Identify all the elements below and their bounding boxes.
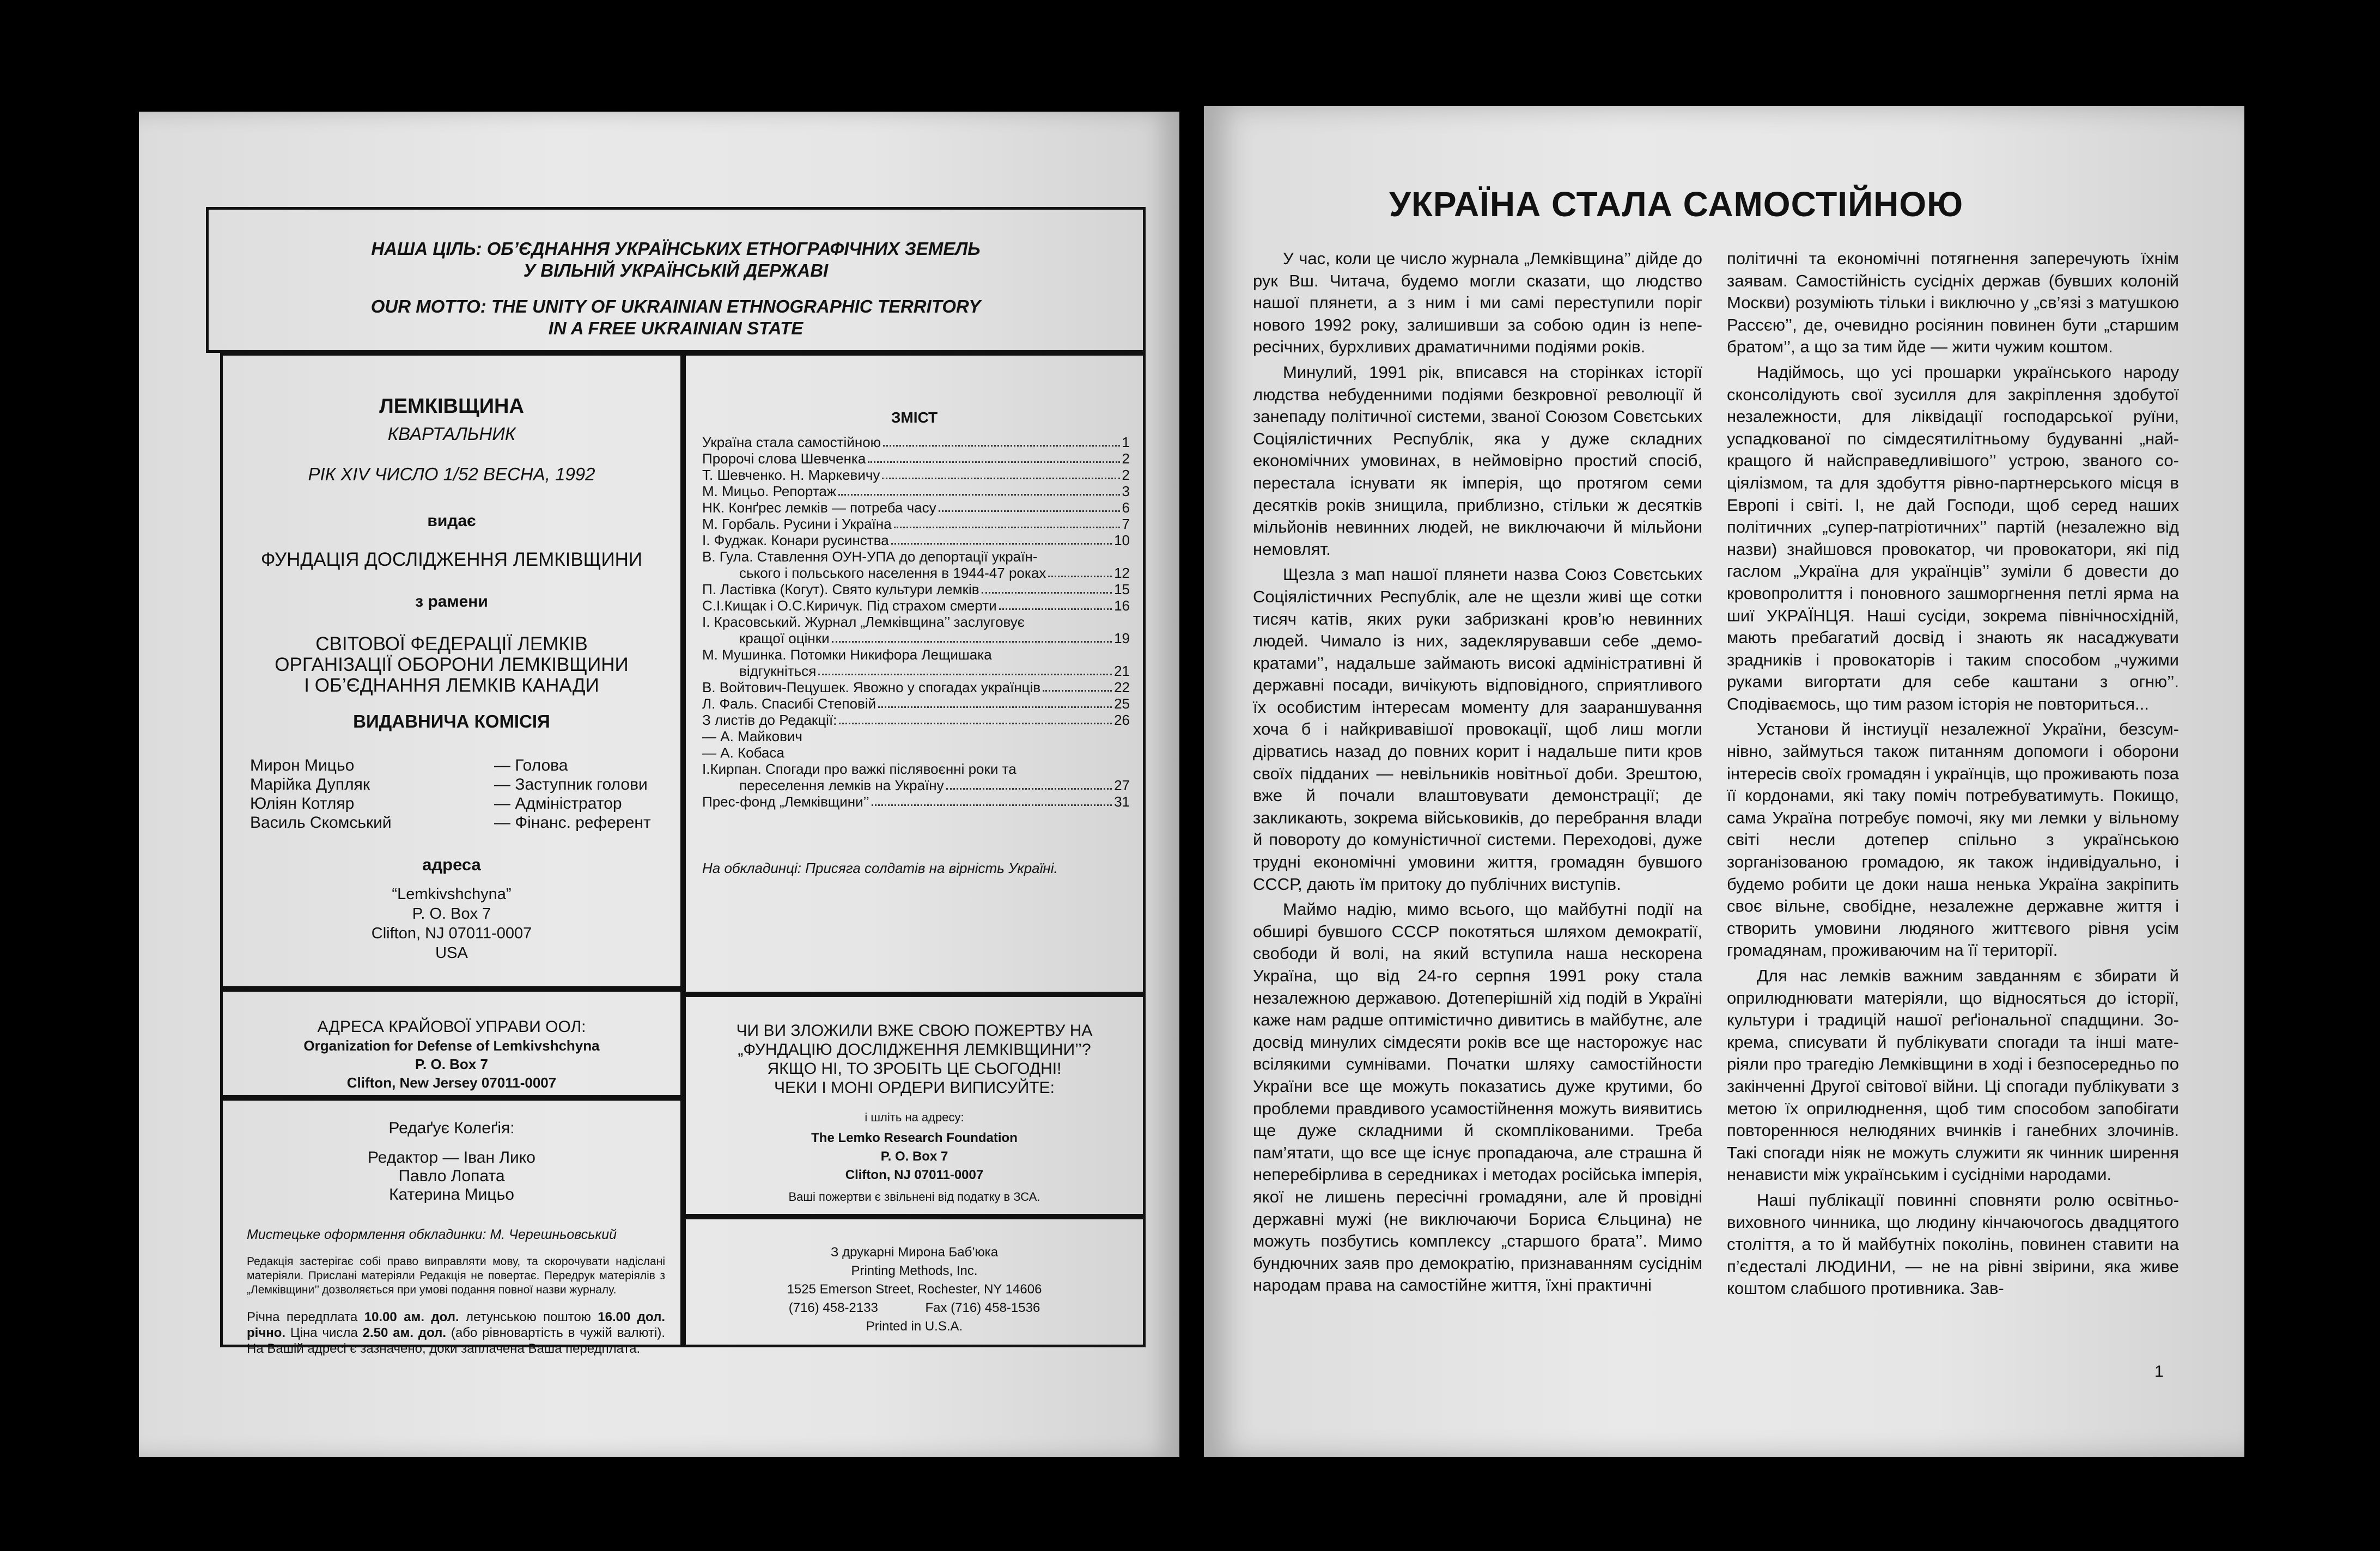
toc-entry-title: ського і польського населення в 1944-47 роках	[739, 565, 1046, 581]
toc-leader-dots	[939, 510, 1120, 512]
toc-entry	[702, 646, 1130, 679]
toc-page-number: 27	[1114, 777, 1130, 793]
ool-address-box	[220, 989, 683, 1098]
toc-entry	[702, 614, 1130, 646]
toc-page-number: 3	[1122, 483, 1130, 499]
organizations-list	[223, 634, 680, 696]
toc-leader-dots	[818, 674, 1112, 675]
toc-page-number: 12	[1114, 565, 1130, 581]
printer-fax: Fax (716) 458-1536	[925, 1300, 1040, 1315]
table-of-contents	[683, 353, 1146, 994]
member-name: Василь Скомський	[250, 814, 392, 832]
toc-leader-dots	[1048, 576, 1112, 577]
toc-page-number: 22	[1114, 679, 1130, 695]
toc-leader-dots	[838, 494, 1119, 496]
toc-page-number: 15	[1114, 581, 1130, 597]
member-names	[250, 756, 494, 832]
address-line: Clifton, NJ 07011-0007	[371, 925, 532, 942]
appeal-line: ЯКЩО НІ, ТО ЗРОБІТЬ ЦЕ СЬОГОДНІ!	[767, 1060, 1062, 1078]
price-fragment: летунською поштою	[459, 1310, 598, 1324]
toc-leader-dots	[882, 478, 1119, 479]
toc-leader-dots	[891, 543, 1112, 545]
toc-entry-title: НК. Конґрес лемків — потреба часу	[702, 499, 936, 516]
toc-entry	[702, 450, 1130, 467]
publisher-name: ФУНДАЦІЯ ДОСЛІДЖЕННЯ ЛЕМКІВЩИНИ	[260, 549, 643, 570]
toc-page-number: 21	[1114, 663, 1130, 679]
motto-en-line: IN A FREE UKRAINIAN STATE	[548, 318, 804, 338]
toc-page-number: 25	[1114, 695, 1130, 712]
toc-entry	[702, 761, 1130, 793]
toc-leader-dots	[982, 592, 1112, 594]
toc-entry-title: М. Мушинка. Потомки Никифора Лещишака	[702, 646, 992, 663]
ool-title: АДРЕСА КРАЙОВОЇ УПРАВИ ООЛ:	[317, 1018, 586, 1036]
motto-en-line: OUR MOTTO: THE UNITY OF UKRAINIAN ETHNOGRAPHIC TERRITORY	[370, 296, 981, 316]
toc-entry-title: переселення лемків на Україну	[739, 777, 944, 793]
toc-leader-dots	[1043, 690, 1112, 692]
ool-line: Clifton, New Jersey 07011-0007	[346, 1074, 557, 1091]
price-fragment: (або рівновартість в чужій валюті). На Вашій адресі є зазначено, доки заплачена Ваша передплата.	[247, 1326, 665, 1356]
cover-art-credit: Мистецьке оформлення обкладинки: М. Черешньовський	[247, 1227, 617, 1242]
price-fragment: 16.00 дол. річно.	[247, 1310, 665, 1340]
toc-page-number: 19	[1114, 630, 1130, 646]
cover-note: На обкладинці: Присяга солдатів на вірність Україні.	[702, 860, 1058, 876]
toc-entry-title: — А. Майкович	[702, 728, 802, 744]
toc-page-number: 1	[1122, 434, 1130, 450]
article-column-1	[1253, 248, 1702, 1300]
ool-line: Organization for Defense of Lemkivshchyna	[303, 1037, 600, 1054]
article-title: УКРАЇНА СТАЛА САМОСТІЙНОЮ	[1389, 185, 1964, 224]
toc-leader-dots	[883, 445, 1119, 447]
toc-title: ЗМІСТ	[891, 409, 938, 426]
editorial-box	[220, 1098, 683, 1356]
editorial-note: Редакція застерігає собі право виправляти мову, та скорочувати надіслані матеріяли. Прислані матеріяли Редакція не повертає. Передрук матеріялів з „Лемківщини’’ дозволяється при умові подання повної назви журналу.	[247, 1255, 665, 1296]
printed-in: Printed in U.S.A.	[866, 1319, 963, 1334]
article-paragraph: Установи й інстиуції незалежної України, безсумнівно, займуться також питанням допомоги і оборони інтересів своїх громадян і українців, що проживають поза її кордонами, які таку поміч потребуватимуть. Покищо, сама Україна потребує помочі, яку ми лемки у вільному світі несли дотепер спільно з українською зорганізованою громадою, як також індивідуально, і будемо робити це доки наша ненька Україна закріпить своє вільне, свобідне, незалежне державне життя і створить умовини людяного життєвого рівня усім громадянам, проживаючим на її території.	[1727, 719, 2179, 960]
member-role: — Заступник голови	[494, 776, 648, 793]
member-roles	[494, 756, 651, 832]
toc-entry-title: З листів до Редакції:	[702, 712, 837, 728]
editor-name: Павло Лопата	[398, 1167, 505, 1185]
member-role: — Голова	[494, 756, 568, 774]
toc-entry-title: кращої оцінки	[739, 630, 830, 646]
motto-ua-line: НАША ЦІЛЬ: ОБ’ЄДНАННЯ УКРАЇНСЬКИХ ЕТНОГРАФІЧНИХ ЗЕМЕЛЬ	[371, 239, 981, 259]
article-column-2	[1727, 248, 2179, 1303]
printer-line: З друкарні Мирона Баб’юка	[830, 1245, 999, 1260]
toc-list	[702, 434, 1130, 810]
magazine-subtitle: КВАРТАЛЬНИК	[387, 424, 516, 444]
address-title: адреса	[422, 855, 481, 874]
toc-entry	[702, 483, 1130, 499]
address-line: P. O. Box 7	[880, 1149, 948, 1164]
toc-entry-title: Т. Шевченко. Н. Маркевичу	[702, 467, 880, 483]
toc-page-number: 16	[1114, 597, 1130, 614]
on-behalf-label: з рамени	[415, 593, 488, 610]
printer-line: Printing Methods, Inc.	[851, 1263, 978, 1278]
printer-line: 1525 Emerson Street, Rochester, NY 14606	[787, 1282, 1042, 1297]
toc-entry-title: І.Кирпан. Спогади про важкі післявоєнні роки та	[702, 761, 1016, 777]
subscription-price	[247, 1309, 665, 1357]
price-fragment: Ціна числа	[285, 1326, 363, 1340]
issue-info: РІК XIV ЧИСЛО 1/52 ВЕСНА, 1992	[308, 464, 595, 484]
toc-page-number: 26	[1114, 712, 1130, 728]
toc-entry-title: І. Красовський. Журнал „Лемківщина’’ заслуговує	[702, 614, 1025, 630]
appeal-line: ЧИ ВИ ЗЛОЖИЛИ ВЖЕ СВОЮ ПОЖЕРТВУ НА	[736, 1022, 1093, 1040]
toc-entry-title: С.І.Кищак і О.С.Киричук. Під страхом смерти	[702, 597, 997, 614]
toc-leader-dots	[878, 706, 1112, 708]
toc-entry-title: Україна стала самостійною	[702, 434, 881, 450]
member-name: Мирон Мицьо	[250, 756, 355, 774]
toc-entry	[702, 548, 1130, 581]
donation-appeal	[686, 1021, 1143, 1097]
motto-ua-line: У ВІЛЬНІЙ УКРАЇНСЬКІЙ ДЕРЖАВІ	[523, 260, 829, 280]
toc-page-number: 2	[1122, 467, 1130, 483]
toc-entry	[702, 532, 1130, 548]
member-role: — Адміністратор	[494, 795, 622, 813]
masthead-box	[220, 353, 683, 989]
toc-entry-title: — А. Кобаса	[702, 744, 784, 761]
editor-name: Редактор — Іван Лико	[368, 1149, 535, 1167]
toc-entry-title: В. Войтович-Пецушек. Явожно у спогадах українців	[702, 679, 1041, 695]
article-paragraph: Для нас лемків важним завданням є збирати й оприлюднювати матеріяли, що відносяться до історії, культури і традицій нашої реґіональної спадщини. Зокрема, списувати й публікувати спогади та інші матеріяли про трагедію Лемківщини в ході і безпосередньо по закінченні Другої світової війни. Ці спогади публікувати з метою їх оприлюднення, щоб тим способом запобігати повтореннюся нелюдяних вчинків і ганебних злочинів. Такі спогади ніяк не можуть служити як чинник ширення ненависти між українським і сусідніми народами.	[1727, 966, 2179, 1184]
address-line: The Lemko Research Foundation	[811, 1131, 1018, 1145]
motto-english	[209, 296, 1143, 339]
organization: ОРГАНІЗАЦІЇ ОБОРОНИ ЛЕМКІВЩИНИ	[275, 654, 629, 675]
price-fragment: Річна передплата	[247, 1310, 364, 1324]
member-role: — Фінанс. референт	[494, 814, 651, 832]
publishes-label: видає	[427, 512, 476, 530]
toc-entry-title: М. Горбаль. Русини і Україна	[702, 516, 892, 532]
toc-entry-title: І. Фуджак. Конари русинства	[702, 532, 889, 548]
toc-entry-title: Прес-фонд „Лемківщини’’	[702, 793, 869, 810]
page-number: 1	[2154, 1363, 2164, 1381]
toc-leader-dots	[832, 641, 1112, 643]
address-line: “Lemkivshchyna”	[392, 886, 512, 903]
editor-name: Катерина Мицьо	[389, 1186, 514, 1204]
magazine-title: ЛЕМКІВЩИНА	[379, 395, 524, 418]
toc-entry-title: відгукніться	[739, 663, 817, 679]
toc-entry	[702, 712, 1130, 728]
ool-line: P. O. Box 7	[415, 1056, 488, 1072]
organization: СВІТОВОЇ ФЕДЕРАЦІЇ ЛЕМКІВ	[315, 633, 588, 655]
toc-leader-dots	[868, 461, 1119, 463]
toc-entry	[702, 499, 1130, 516]
toc-page-number: 31	[1114, 793, 1130, 810]
motto-box	[206, 207, 1146, 353]
article-paragraph: Щезла з мап нашої плянети назва Союз Совєтських Соціялістичних Республік, але не щезли живі ще сотки тисяч катів, яких руки забризкані кров’ю невинних людей. Чимало із них, задеклярувавши себе „демократами’’, надальше займають високі адміністративні й державні посади, вичікують відповідного, сприятливого їх особистим інтересам моменту для заараншування хоча б і найкривавішої провокації, щоб лиш могли дірватись назад до повних корит і надальше пити кров своїх підданих — невільників новітньої доби. Зрештою, вже й почали влаштовувати демонстрації; де закликають, зокрема військовиків, до перебрання влади й повороту до комуністичної системи. Переходові, дуже трудні економічні умовини життя, громадян бувшого СССР, дають їм притоку до публічних виступів.	[1253, 565, 1702, 894]
article-paragraph: Надіймось, що усі прошарки українського народу сконсолідують свої зусилля для закріплення здобутої незалежности, для ліквідації господарської руїни, успадкованої по сімдесятилітньому будуванні „найкращого й найсправедливішого’’ устрою, званого соціялізмом, та для здобуття рівно-партнерського місця в Европі і світі. І, не дай Господи, щоб серед наших політичних „супер-патріотичних’’ партій (незалежно від назви) знайшовся провокатор, чи провокатори, які під гаслом „Україна для українців’’ зуміли б довести до кровопролиття і поновного зашморгнення петлі ярма на шиї УКРАЇНЦЯ. Наші сусіди, зокрема північносхідній, мають пребагатий досвід і знають як насаджувати зрадників і провокаторів і таким способом „чужими руками вигортати для себе каштани з огню’’. Сподіваємось, що тим разом історія не повториться...	[1727, 362, 2179, 713]
editorial-title: Редаґує Колеґія:	[388, 1119, 515, 1137]
toc-page-number: 6	[1122, 499, 1130, 516]
toc-entry	[702, 516, 1130, 532]
commission-title: ВИДАВНИЧА КОМІСІЯ	[353, 711, 550, 731]
magazine-address	[223, 884, 680, 963]
printer-phones	[686, 1299, 1143, 1317]
article-paragraph: Маймо надію, мимо всього, що майбутні події на обширі бувшого СССР покотяться шляхом демократії, свободи й волі, на який вступила наша нескорена Україна, що від 24-го серпня 1991 року стала незалежною державою. Дотеперішній хід подій в Україні каже нам радше оптимістично дивитись в майбутнє, але досвід минулих сімдесяти років все ще насторожує нас всілякими сумнівами. Початки шляху самостійности України все ще можуть показатись дуже крутими, бо проблеми правдивого усамостійнення можуть виявитись ще дуже складними й скомплікованими. Треба пам’ятати, що все ще існує пропадаюча, але страшна й неперебірлива в середниках і методах російська імперія, якої не лишень пересічні громадяни, але й провідні державні мужі (не виключаючи Бориса Єльцина) не можуть позбутись комплексу „старшого брата’’. Мимо бундючних заяв про демократію, признаванням сусіднім народам права на самостійне життя, їхні практичні	[1253, 900, 1702, 1295]
article-paragraph: У час, коли це число журнала „Лемківщина’’ дійде до рук Вш. Читача, будемо могли сказати, що людство нашої плянети, а з ним і ми самі переступили поріг нового 1992 року, залишивши за собою один із непересічних, бурхливих драматичними подіями років.	[1253, 249, 1702, 357]
toc-entry	[702, 728, 1130, 744]
foundation-address	[686, 1129, 1143, 1184]
printer-box	[683, 1217, 1146, 1347]
article-paragraph: Наші публікації повинні сповняти ролю освітньовиховного чинника, що людину кінчаючогось двадцятого століття, а то й майбутніх поколінь, повинен ставити на п’єдесталі ЛЮДИНИ, — не на рівні звірини, яка живе коштом слабшого противника. Зав-	[1727, 1190, 2179, 1298]
toc-entry-title: М. Мицьо. Репортаж	[702, 483, 837, 499]
printer-phone: (716) 458-2133	[788, 1300, 878, 1315]
toc-entry	[702, 467, 1130, 483]
send-to-label: і шліть на адресу:	[865, 1110, 964, 1124]
appeal-line: ЧЕКИ І МОНІ ОРДЕРИ ВИПИСУЙТЕ:	[774, 1079, 1055, 1097]
toc-entry	[702, 744, 1130, 761]
member-name: Марійка Дупляк	[250, 776, 370, 793]
toc-entry-title: Пророчі слова Шевченка	[702, 450, 866, 467]
toc-leader-dots	[946, 788, 1112, 790]
article-paragraph: Минулий, 1991 рік, вписався на сторінках історії людства небуденними подіями безкровної революції й занепаду політичної системи, званої Союзом Совєтських Соціялістичних Республік, яка у дуже складних економічних умовинах, в неймовірно простий спосіб, перестала існувати як імперія, що протягом семи десятків років знищила, приблизно, стільки ж десятків мільйонів невинних людей, не виключаючи й мільйони немовлят.	[1253, 362, 1702, 559]
toc-entry-title: Л. Фаль. Спасибі Степовій	[702, 695, 876, 712]
toc-entry	[702, 581, 1130, 597]
member-name: Юліян Котляр	[250, 795, 355, 813]
toc-entry	[702, 679, 1130, 695]
toc-entry	[702, 793, 1130, 810]
toc-leader-dots	[872, 804, 1112, 806]
toc-page-number: 10	[1114, 532, 1130, 548]
article-paragraph: політичні та економічні потягнення заперечують їхнім заявам. Самостійність сусідніх держав (бувших колоній Москви) розуміють тільки і виключно у „св’язі з матушкою Рассєю’’, де, очевидно росіянин повинен бути „старшим братом’’, а що за тим йде — жити чужим коштом.	[1727, 249, 2179, 357]
commission-members	[250, 756, 680, 832]
editorial-names	[223, 1149, 680, 1204]
appeal-line: „ФУНДАЦІЮ ДОСЛІДЖЕННЯ ЛЕМКІВЩИНИ’’?	[738, 1041, 1091, 1059]
motto-ukrainian	[209, 238, 1143, 282]
toc-entry	[702, 434, 1130, 450]
organization: І ОБ’ЄДНАННЯ ЛЕМКІВ КАНАДИ	[304, 675, 599, 696]
toc-leader-dots	[999, 608, 1112, 610]
toc-entry	[702, 597, 1130, 614]
toc-entry-title: В. Гула. Ставлення ОУН-УПА до депортації україн-	[702, 548, 1038, 565]
address-line: Clifton, NJ 07011-0007	[845, 1168, 984, 1182]
toc-page-number: 2	[1122, 450, 1130, 467]
toc-page-number: 7	[1122, 516, 1130, 532]
donation-box	[683, 994, 1146, 1217]
toc-entry-title: П. Ластівка (Когут). Свято культури лемків	[702, 581, 979, 597]
toc-entry	[702, 695, 1130, 712]
price-fragment: 2.50 ам. дол.	[362, 1326, 447, 1340]
address-line: P. O. Box 7	[412, 905, 491, 923]
price-fragment: 10.00 ам. дол.	[364, 1310, 459, 1324]
toc-leader-dots	[839, 723, 1112, 724]
address-line: USA	[435, 944, 468, 962]
toc-leader-dots	[894, 527, 1120, 528]
tax-note: Ваші пожертви є звільнені від податку в ЗСА.	[788, 1190, 1040, 1204]
